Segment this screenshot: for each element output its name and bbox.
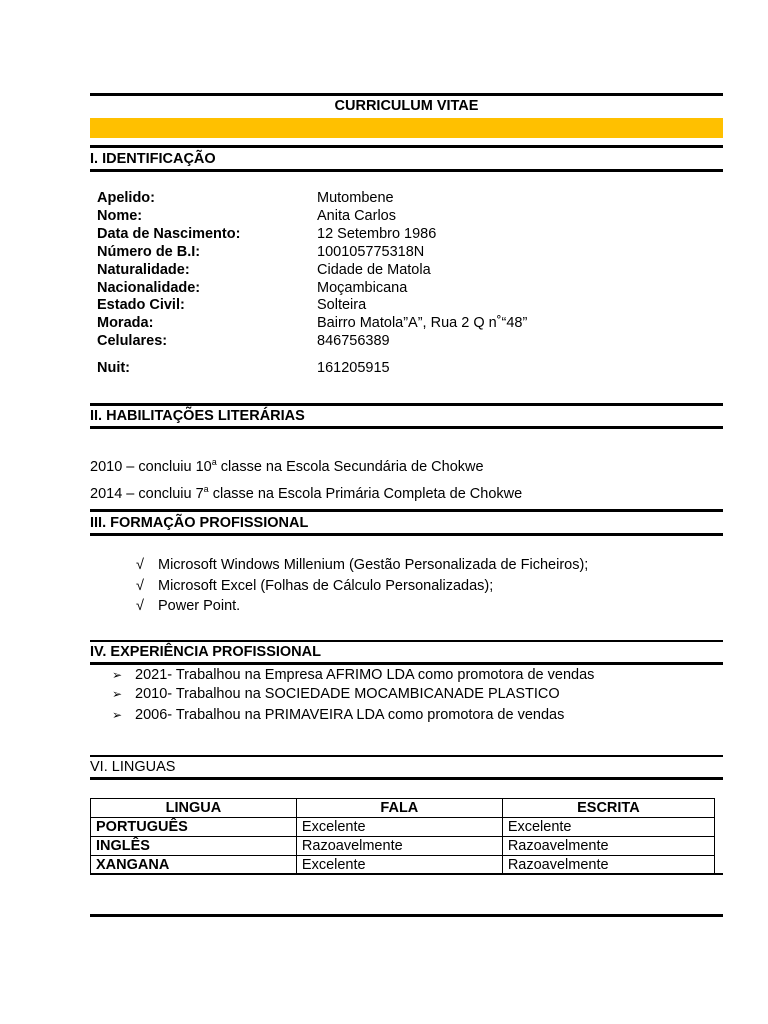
section-habilitacoes-bottom-rule <box>90 426 723 429</box>
table-cell-lingua: XANGANA <box>91 856 297 875</box>
experiencia-item-text: 2021- Trabalhou na Empresa AFRIMO LDA como promotora de vendas <box>135 667 595 683</box>
linguas-table <box>90 798 715 875</box>
section-formacao-top-rule <box>90 509 723 512</box>
habilitacao-text-pre: 2010 – concluiu 10 <box>90 458 212 475</box>
arrow-bullet-icon: ➢ <box>112 708 123 722</box>
table-cell-escrita: Excelente <box>502 818 714 837</box>
check-bullet-icon: √ <box>136 557 144 573</box>
field-value-data-nascimento: 12 Setembro 1986 <box>317 226 437 242</box>
formacao-item <box>136 557 588 573</box>
table-cell-fala: Excelente <box>296 856 502 875</box>
formacao-item <box>136 578 493 594</box>
experiencia-item-text: 2010- Trabalhou na SOCIEDADE MOCAMBICANADE PLASTICO <box>135 686 560 702</box>
habilitacao-superscript: a <box>211 457 217 467</box>
habilitacao-superscript: a <box>203 484 209 494</box>
check-bullet-icon: √ <box>136 598 144 614</box>
table-cell-escrita: Razoavelmente <box>502 837 714 856</box>
section-linguas-bottom-rule <box>90 777 723 780</box>
section-linguas-top-rule <box>90 755 723 757</box>
section-experiencia-heading: IV. EXPERIÊNCIA PROFISSIONAL <box>90 644 321 660</box>
footer-rule <box>90 914 723 917</box>
table-cell-escrita: Razoavelmente <box>502 856 714 875</box>
field-value-nuit: 161205915 <box>317 360 390 376</box>
column-header-fala: FALA <box>296 799 502 818</box>
table-bottom-rule <box>90 873 723 875</box>
field-value-nacionalidade: Moçambicana <box>317 280 408 296</box>
section-habilitacoes-heading: II. HABILITAÇÕES LITERÁRIAS <box>90 408 305 424</box>
formacao-item-text: Microsoft Windows Millenium (Gestão Personalizada de Ficheiros); <box>158 557 589 573</box>
section-habilitacoes-top-rule <box>90 403 723 406</box>
habilitacao-item <box>90 484 522 502</box>
table-cell-fala: Excelente <box>296 818 502 837</box>
document-title: CURRICULUM VITAE <box>334 98 479 114</box>
table-header-row <box>91 799 715 818</box>
field-value-celulares: 846756389 <box>317 333 390 349</box>
arrow-bullet-icon: ➢ <box>112 668 123 682</box>
table-cell-fala: Razoavelmente <box>296 837 502 856</box>
section-identificacao-bottom-rule <box>90 169 723 172</box>
field-value-bi: 100105775318N <box>317 244 425 260</box>
field-value-nome: Anita Carlos <box>317 208 396 224</box>
field-label-celulares: Celulares: <box>97 333 168 349</box>
field-label-nome: Nome: <box>97 208 143 224</box>
arrow-bullet-icon: ➢ <box>112 687 123 701</box>
field-label-bi: Número de B.I: <box>97 244 201 260</box>
field-label-nacionalidade: Nacionalidade: <box>97 280 201 296</box>
field-value-morada: Bairro Matola”A”, Rua 2 Q n˚“48” <box>317 315 528 331</box>
column-header-escrita: ESCRITA <box>502 799 714 818</box>
experiencia-item <box>112 667 594 683</box>
field-value-apelido: Mutombene <box>317 190 394 206</box>
accent-bar <box>90 118 723 138</box>
formacao-item-text: Power Point. <box>158 598 241 614</box>
habilitacao-text-post: classe na Escola Primária Completa de Chokwe <box>208 485 523 502</box>
field-value-naturalidade: Cidade de Matola <box>317 262 431 278</box>
table-row <box>91 856 715 875</box>
table-cell-lingua: PORTUGUÊS <box>91 818 297 837</box>
field-label-apelido: Apelido: <box>97 190 155 206</box>
field-value-estado-civil: Solteira <box>317 297 367 313</box>
habilitacao-text-post: classe na Escola Secundária de Chokwe <box>216 458 484 475</box>
habilitacao-text-pre: 2014 – concluiu 7 <box>90 485 204 502</box>
table-row <box>91 837 715 856</box>
field-label-nuit: Nuit: <box>97 360 131 376</box>
table-cell-lingua: INGLÊS <box>91 837 297 856</box>
check-bullet-icon: √ <box>136 578 144 594</box>
formacao-item-text: Microsoft Excel (Folhas de Cálculo Personalizadas); <box>158 578 494 594</box>
section-experiencia-bottom-rule <box>90 662 723 665</box>
experiencia-item-text: 2006- Trabalhou na PRIMAVEIRA LDA como promotora de vendas <box>135 707 565 723</box>
field-label-data-nascimento: Data de Nascimento: <box>97 226 241 242</box>
field-label-estado-civil: Estado Civil: <box>97 297 185 313</box>
title-top-rule <box>90 93 723 96</box>
section-linguas-heading: VI. LINGUAS <box>90 759 176 775</box>
habilitacao-item <box>90 457 484 475</box>
column-header-lingua: LINGUA <box>91 799 297 818</box>
table-row <box>91 818 715 837</box>
field-label-morada: Morada: <box>97 315 154 331</box>
section-identificacao-top-rule <box>90 145 723 148</box>
experiencia-item <box>112 686 560 702</box>
formacao-item <box>136 598 240 614</box>
section-identificacao-heading: I. IDENTIFICAÇÃO <box>90 151 216 167</box>
field-label-naturalidade: Naturalidade: <box>97 262 190 278</box>
section-experiencia-top-rule <box>90 640 723 642</box>
section-formacao-heading: III. FORMAÇÃO PROFISSIONAL <box>90 515 309 531</box>
experiencia-item <box>112 707 564 723</box>
section-formacao-bottom-rule <box>90 533 723 536</box>
